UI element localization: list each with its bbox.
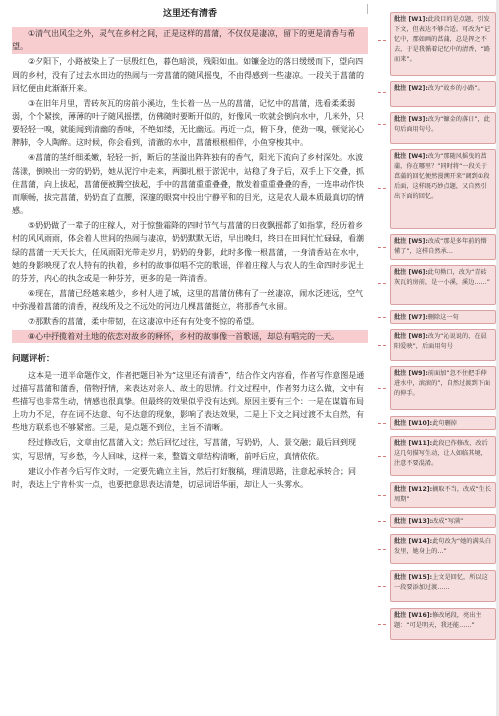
- comment-w5[interactable]: [390, 234, 496, 260]
- comment-w14[interactable]: [390, 534, 496, 564]
- comment-text: 上文是回忆，所以这一段要添加过渡……: [394, 574, 488, 591]
- comment-pane: [384, 0, 499, 716]
- comment-text: 改为“镰金的落日”，此句后面用句号。: [394, 116, 490, 133]
- comment-text: 此句删掉: [432, 420, 457, 427]
- comment-w2[interactable]: [390, 81, 496, 107]
- comment-label: 批注 [W4]:: [394, 153, 428, 160]
- comment-label: 批注 [W11]:: [394, 440, 433, 447]
- comment-connector: [378, 388, 386, 389]
- comment-label: 批注 [W12]:: [394, 486, 433, 493]
- comment-label: 批注 [W9]:: [394, 370, 428, 377]
- review-paragraph-3[interactable]: 建议小作者今后写作文时，一定要先确立主旨，然后打好腹稿，理清思路，注意起承转合；同时，表达上宁肯朴实一点，也要把意思表达清楚，切忌词语华丽，却让人一头雾水。: [12, 466, 356, 489]
- document-title: 这里还有清香: [162, 9, 217, 19]
- page-marker: [367, 4, 374, 14]
- comment-w12[interactable]: [390, 482, 496, 508]
- comment-w7[interactable]: [390, 310, 496, 324]
- comment-connector: [378, 188, 386, 189]
- comment-label: 批注 [W10]:: [394, 420, 433, 427]
- review-title: 问题评析：: [12, 354, 55, 365]
- comment-connector: [378, 345, 386, 346]
- comment-label: 批注 [W2]:: [394, 85, 428, 92]
- comment-label: 批注 [W16]:: [394, 612, 433, 619]
- comment-connector: [378, 586, 386, 587]
- comment-connector: [378, 40, 386, 41]
- comment-label: 批注 [W6]:: [394, 269, 428, 276]
- comment-connector: [378, 124, 386, 125]
- comment-label: 批注 [W7]:: [394, 314, 428, 321]
- comment-label: 批注 [W15]:: [394, 574, 433, 581]
- comment-text: 改为“沁说说的、在晨阳爱映”，后面用句号: [394, 333, 487, 350]
- comment-connector: [378, 521, 386, 522]
- comment-text: 前面加“忽不住把手伸进水中，滚滚的”，自然过渡到下面的伸手。: [394, 370, 491, 397]
- comment-w3[interactable]: [390, 112, 496, 144]
- comment-connector: [378, 247, 386, 248]
- paragraph-7[interactable]: ⑦那默香的菖蒲，柔中带韧，在这凄凉中还有有处变不惊的希望。: [28, 317, 260, 327]
- comment-w6[interactable]: [390, 265, 496, 305]
- comment-text: 改为“故乡的小路”。: [427, 85, 484, 92]
- comment-w9[interactable]: [390, 366, 496, 410]
- comment-text: 修改尾段，亮出主题：“可是明天，我还能……”: [394, 612, 482, 629]
- comment-text: 此句改为“她的满头白发里，她身上的…”: [394, 538, 492, 555]
- paragraph-2[interactable]: ②夕阳下，小路被染上了一层殷红色，暮色暗淡，残阳如血。如镰金边的落日缓缓而下，望向四周的乡村，没有了过去水田边的热闹与一旁菖蒲的随风摇曳，不由得感到一些凄凉。一段关于菖蒲的回忆便由此渐渐开来。: [12, 57, 364, 93]
- comment-text: 改为“那随风摇曳的菖蒲，你在哪里？”同时将“一段关于菖蒲的回忆便然漫溯开来”调到①段后面，这样既巧妙点题，又自然引出下面的回忆。: [394, 153, 490, 200]
- review-paragraph-1[interactable]: 这本是一道半命题作文，作者把题目补为“这里还有清香”，结合作文内容看，作者写作意图是通过描写菖蒲和蒲香，借物抒情，来表达对亲人、故土的思情。行文过程中，作者努力这么做，文中有些描写也非常生动，情感也很真挚。但最终的效果似乎没有达到。原因主要有三个：一是在谋篇布局上功力不足，存在词不达意、句不达意的现象，影响了表达效果，二是上下文之间过渡不太自然，有些地方联系也不够紧密。三是，是点题不到位，主旨不清晰。: [12, 370, 365, 433]
- comment-w13[interactable]: [390, 514, 496, 528]
- comment-w8[interactable]: [390, 329, 496, 361]
- comment-label: 批注 [W1]:: [394, 16, 428, 23]
- paragraph-4[interactable]: ④菖蒲的茎纤细柔嫩，轻轻一折，断后的茎溢出阵阵独有的香气，阳光下流向了乡村深处。水波荡漾，倒映出一旁的奶奶，她从泥泞中走来，两脚扎根于淤泥中，站稳了身子后，双手上下交叠，抓住菖蒲，向上拔起，菖蒲便被腾空拔起，手中的菖蒲重重叠叠，散发着重重叠叠的香，一连串动作快而顺畅，拔完菖蒲，奶奶直了直腰，深邃的眼窝中投出宁静平和的目光，这是农人最本质最真切的情感。: [12, 153, 364, 216]
- comment-w10[interactable]: [390, 416, 496, 430]
- comment-connector: [378, 624, 386, 625]
- paragraph-8[interactable]: ⑧心中抒揽着对土地的依恋对故乡的释怀，乡村的故事像一首歌谣，却总有唱完的一天。: [12, 330, 368, 343]
- comment-label: 批注 [W8]:: [394, 333, 428, 340]
- comment-connector: [378, 92, 386, 93]
- comment-connector: [378, 423, 386, 424]
- comment-text: 改成“写满”: [432, 518, 464, 525]
- comment-w16[interactable]: [390, 608, 496, 640]
- comment-text: 此段目的是点题，引发下文，但表达不够合适。可改为“记忆中，那如画的菖蒲，总是挥之不去，于是我循着记忆中的清香，“路而来”。: [394, 16, 491, 63]
- comment-label: 批注 [W3]:: [394, 116, 428, 123]
- paragraph-1[interactable]: ①清气出风尘之外，灵气在乡村之间，正是这样的菖蒲，不仅仅是凄凉，留下的更是清香与希望。: [12, 27, 368, 53]
- comment-text: 摘取不当，改成“生长周期”: [394, 486, 492, 503]
- review-paragraph-2[interactable]: 经过修改后，文章由忆菖蒲入文；然后回忆过往，写菖蒲，写奶奶，人、景交融；最后回到现实，写思情，写乡愁，今人回味，这样一来，整篇文章结构清晰，前呼后应，真情依依。: [12, 438, 356, 461]
- comment-w1[interactable]: [390, 12, 496, 76]
- comment-connector: [378, 283, 386, 284]
- comment-label: 批注 [W13]:: [394, 518, 433, 525]
- comment-connector: [378, 317, 386, 318]
- comment-connector: [378, 549, 386, 550]
- comment-w15[interactable]: [390, 570, 496, 602]
- comment-label: 批注 [W14]:: [394, 538, 433, 545]
- comment-w4[interactable]: [390, 149, 496, 229]
- comment-text: 改成“那是多年前的懵懂了”，这样自然承…: [394, 238, 487, 255]
- paragraph-3[interactable]: ③在旧年月里，青砖灰瓦的房前小溪边，生长着一丛一丛的菖蒲，记忆中的菖蒲，选看柔柔弱弱，个个紧挨，薄薄的叶子随风摇摆，仿佛随时要断开似的，好像风一吹就会倒向水中，几米外，只要轻轻一嗅，就能闻到清幽的香味，不绝如缕，无比幽远。再近一点，俯下身，使劲一嗅，顿觉沁心脾肺，令人陶醉。这时候，你会看到，清澈的水中，菖蒲根根相伴，小鱼穿梭其中。: [12, 98, 364, 148]
- comment-connector: [378, 456, 386, 457]
- comment-text: 此段已作修改，改后这几句描写生动，让人如临其境，注意不要混淆。: [394, 440, 488, 467]
- comment-text: 删除这一句: [427, 314, 459, 321]
- paragraph-6[interactable]: ⑥现在，菖蒲已经越来越少，乡村人进了城，这里的菖蒲仿佛有了一丝凄凉，闹水泛迹远，空气中弥漫着菖蒲的清香，视线所及之不远处的河边几棵菖蒲挺立，将那香气永留。: [12, 289, 364, 312]
- comment-w11[interactable]: [390, 436, 496, 476]
- comment-text: 此句拗口，改为“青砖灰瓦的房前，是一小溪，溪边……”: [394, 269, 491, 286]
- comment-label: 批注 [W5]:: [394, 238, 428, 245]
- comment-connector: [378, 495, 386, 496]
- paragraph-5[interactable]: ⑤奶奶做了一辈子的庄稼人，对于惊蛰霜降的四时节气与菖蒲的日夜飘摇都了如指掌，经历着乡村的风风雨雨，体会着人世间的热闹与凄凉，奶奶默默无语，早出晚归，终日在田间忙忙碌碌，看潮绿的菖蒲一天天长大，任凤雨阳光带走岁月，奶奶的身影，此时多像一根菖蒲，一身清香站在水中，她的身影映现了农人特有的执着，乡村的故事似唱不完的歌谣，伴着庄稼人与农人的生命四时步泥土的芬芳，内心的执念或是一种芬芳，更多的是一阵清香。: [12, 221, 364, 284]
